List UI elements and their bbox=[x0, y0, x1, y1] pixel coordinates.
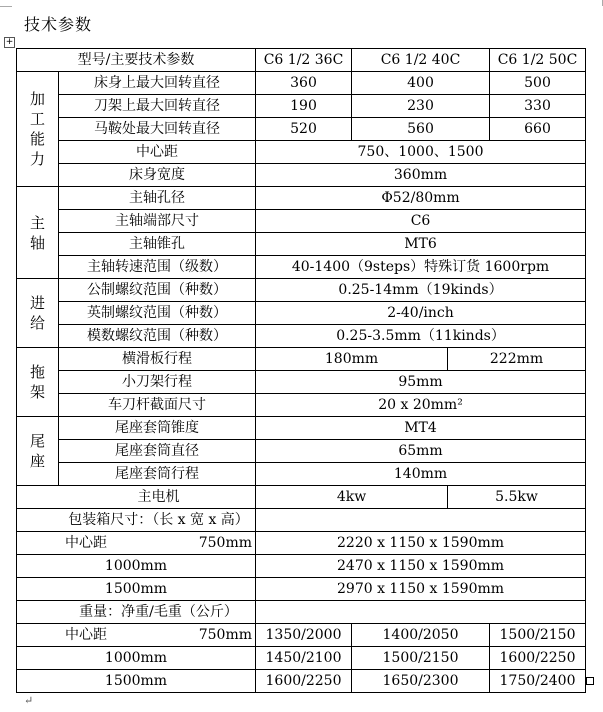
table-row bbox=[17, 348, 586, 371]
param-value: 40-1400（9steps）特殊订货 1600rpm bbox=[256, 256, 586, 279]
package-value: 2470 x 1150 x 1590mm bbox=[256, 555, 586, 578]
category-feed: 进 给 bbox=[17, 279, 59, 348]
motor-value: 5.5kw bbox=[448, 486, 586, 509]
table-row bbox=[17, 164, 586, 187]
model-header: C6 1/2 40C bbox=[352, 49, 490, 72]
center-distance-length: 1500mm bbox=[17, 578, 256, 601]
weight-value: 1400/2050 bbox=[352, 624, 490, 647]
table-row bbox=[17, 371, 586, 394]
table-row bbox=[17, 601, 586, 624]
param-label: 马鞍处最大回转直径 bbox=[59, 118, 256, 141]
package-value: 2220 x 1150 x 1590mm bbox=[256, 532, 586, 555]
param-label: 刀架上最大回转直径 bbox=[59, 95, 256, 118]
param-value: MT6 bbox=[256, 233, 586, 256]
param-value: 222mm bbox=[448, 348, 586, 371]
table-row bbox=[17, 670, 586, 693]
weight-value: 1500/2150 bbox=[490, 624, 586, 647]
weight-value: 1350/2000 bbox=[256, 624, 352, 647]
param-label: 公制螺纹范围（种数） bbox=[59, 279, 256, 302]
param-value: 560 bbox=[352, 118, 490, 141]
weight-value: 1450/2100 bbox=[256, 647, 352, 670]
param-value: 65mm bbox=[256, 440, 586, 463]
param-label: 英制螺纹范围（种数） bbox=[59, 302, 256, 325]
param-value: 180mm bbox=[256, 348, 448, 371]
center-distance-length: 1000mm bbox=[17, 647, 256, 670]
param-value: 0.25-3.5mm（11kinds） bbox=[256, 325, 586, 348]
table-row bbox=[17, 532, 586, 555]
param-label: 模数螺纹范围（种数） bbox=[59, 325, 256, 348]
table-resize-handle-icon[interactable] bbox=[586, 677, 594, 685]
weight-length-cell bbox=[17, 624, 256, 647]
table-row bbox=[17, 486, 586, 509]
param-value: 360 bbox=[256, 72, 352, 95]
param-value: 0.25-14mm（19kinds） bbox=[256, 279, 586, 302]
param-value: 2-40/inch bbox=[256, 302, 586, 325]
weight-value: 1650/2300 bbox=[352, 670, 490, 693]
param-value: MT4 bbox=[256, 417, 586, 440]
center-distance-length: 1500mm bbox=[17, 670, 256, 693]
param-label: 主轴转速范围（级数） bbox=[59, 256, 256, 279]
motor-value: 4kw bbox=[256, 486, 448, 509]
param-value: 230 bbox=[352, 95, 490, 118]
package-value: 2970 x 1150 x 1590mm bbox=[256, 578, 586, 601]
table-row bbox=[17, 210, 586, 233]
param-label: 横滑板行程 bbox=[59, 348, 256, 371]
param-value: 330 bbox=[490, 95, 586, 118]
table-row bbox=[17, 578, 586, 601]
param-value: 20 x 20mm² bbox=[256, 394, 586, 417]
table-row bbox=[17, 624, 586, 647]
param-label: 床身宽度 bbox=[59, 164, 256, 187]
table-row bbox=[17, 256, 586, 279]
weight-value: 1600/2250 bbox=[490, 647, 586, 670]
weight-value: 1600/2250 bbox=[256, 670, 352, 693]
table-row bbox=[17, 394, 586, 417]
table-row bbox=[17, 647, 586, 670]
table-row bbox=[17, 233, 586, 256]
param-value: 750、1000、1500 bbox=[256, 141, 586, 164]
category-tailstock: 尾 座 bbox=[17, 417, 59, 486]
param-value: 95mm bbox=[256, 371, 586, 394]
table-row bbox=[17, 141, 586, 164]
category-spindle: 主 轴 bbox=[17, 187, 59, 279]
param-value: 190 bbox=[256, 95, 352, 118]
table-row bbox=[17, 302, 586, 325]
table-row bbox=[17, 555, 586, 578]
model-header: C6 1/2 50C bbox=[490, 49, 586, 72]
weight-label: 重量：净重/毛重（公斤） bbox=[17, 601, 256, 624]
center-distance-length: 750mm bbox=[198, 627, 253, 643]
empty-cell bbox=[256, 601, 586, 624]
param-label: 主轴端部尺寸 bbox=[59, 210, 256, 233]
param-value: 520 bbox=[256, 118, 352, 141]
param-label: 尾座套筒行程 bbox=[59, 463, 256, 486]
center-distance-label: 中心距 bbox=[65, 627, 107, 643]
param-value: 360mm bbox=[256, 164, 586, 187]
table-move-handle-icon[interactable]: + bbox=[5, 37, 14, 47]
param-label: 床身上最大回转直径 bbox=[59, 72, 256, 95]
table-row bbox=[17, 72, 586, 95]
table-row bbox=[17, 118, 586, 141]
param-value: Φ52/80mm bbox=[256, 187, 586, 210]
weight-value: 1750/2400 bbox=[490, 670, 586, 693]
table-row bbox=[17, 95, 586, 118]
empty-cell bbox=[256, 509, 586, 532]
page-corner-mark-left bbox=[0, 0, 12, 7]
table-row bbox=[17, 509, 586, 532]
table-row bbox=[17, 325, 586, 348]
param-value: 500 bbox=[490, 72, 586, 95]
param-label: 主轴孔径 bbox=[59, 187, 256, 210]
package-label: 包装箱尺寸：（长 x 宽 x 高） bbox=[17, 509, 256, 532]
param-value: 140mm bbox=[256, 463, 586, 486]
category-processing: 加 工 能 力 bbox=[17, 72, 59, 187]
center-distance-length: 1000mm bbox=[17, 555, 256, 578]
param-label: 中心距 bbox=[59, 141, 256, 164]
table-row bbox=[17, 187, 586, 210]
center-distance-label: 中心距 bbox=[65, 535, 107, 551]
param-label: 车刀杆截面尺寸 bbox=[59, 394, 256, 417]
param-label: 尾座套筒直径 bbox=[59, 440, 256, 463]
table-row bbox=[17, 417, 586, 440]
param-label: 尾座套筒锥度 bbox=[59, 417, 256, 440]
param-value: 660 bbox=[490, 118, 586, 141]
category-carriage: 拖 架 bbox=[17, 348, 59, 417]
param-value: 400 bbox=[352, 72, 490, 95]
table-row bbox=[17, 279, 586, 302]
motor-label: 主电机 bbox=[17, 486, 256, 509]
header-row bbox=[17, 49, 586, 72]
package-length-cell bbox=[17, 532, 256, 555]
table-row bbox=[17, 463, 586, 486]
paragraph-mark-icon: ↵ bbox=[24, 694, 34, 707]
table-row bbox=[17, 440, 586, 463]
param-label: 小刀架行程 bbox=[59, 371, 256, 394]
model-header: C6 1/2 36C bbox=[256, 49, 352, 72]
document-title: 技术参数 bbox=[24, 15, 93, 34]
center-distance-length: 750mm bbox=[198, 535, 253, 551]
header-label: 型号/主要技术参数 bbox=[17, 49, 256, 72]
param-label: 主轴锥孔 bbox=[59, 233, 256, 256]
weight-value: 1500/2150 bbox=[352, 647, 490, 670]
spec-table bbox=[16, 48, 586, 693]
param-value: C6 bbox=[256, 210, 586, 233]
